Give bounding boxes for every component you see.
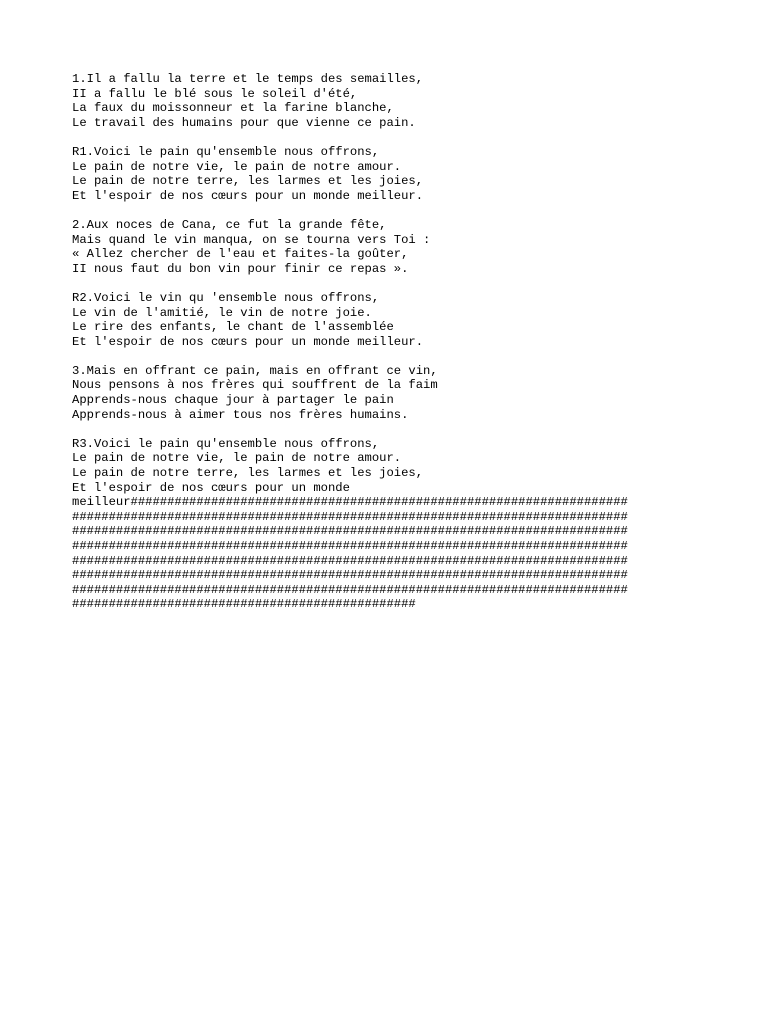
trailing-hash-line: ############################################################################ — [72, 539, 628, 553]
lyrics-text — [72, 72, 712, 612]
trailing-hash-line: meilleur#################################################################### — [72, 495, 628, 510]
text-line: 3.Mais en offrant ce pain, mais en offrant ce vin, — [72, 363, 438, 378]
trailing-hash-line: ############################################################################ — [72, 582, 628, 597]
text-line: Apprends-nous à aimer tous nos frères humains. — [72, 407, 409, 422]
text-line: Nous pensons à nos frères qui souffrent de la faim — [72, 378, 438, 393]
text-line: La faux du moissonneur et la farine blanche, — [72, 101, 394, 116]
text-line: R2.Voici le vin qu 'ensemble nous offrons, — [72, 290, 380, 305]
text-line: R3.Voici le pain qu'ensemble nous offrons, — [72, 436, 380, 451]
stanza-refrain-2 — [72, 291, 712, 349]
text-line: Le travail des humains pour que vienne ce pain. — [72, 115, 416, 130]
stanza-refrain-1 — [72, 145, 712, 203]
stanza-refrain-3 — [72, 437, 712, 612]
text-line: Et l'espoir de nos cœurs pour un monde — [72, 480, 350, 495]
trailing-hash-line: ############################################################################ — [72, 553, 628, 568]
text-line: Le pain de notre terre, les larmes et les joies, — [72, 174, 424, 189]
text-line: Et l'espoir de nos cœurs pour un monde meilleur. — [72, 334, 424, 349]
text-line: Le pain de notre terre, les larmes et les joies, — [72, 466, 424, 481]
text-line: II nous faut du bon vin pour finir ce repas ». — [72, 261, 409, 276]
text-line: II a fallu le blé sous le soleil d'été, — [72, 86, 358, 101]
text-line: Et l'espoir de nos cœurs pour un monde meilleur. — [72, 188, 424, 203]
text-line: Le pain de notre vie, le pain de notre amour. — [72, 451, 402, 466]
stanza-verse-2 — [72, 218, 712, 276]
stanza-verse-1 — [72, 72, 712, 130]
text-line: 2.Aux noces de Cana, ce fut la grande fête, — [72, 217, 387, 232]
text-line: R1.Voici le pain qu'ensemble nous offrons, — [72, 144, 380, 159]
text-line: Le pain de notre vie, le pain de notre amour. — [72, 159, 402, 174]
trailing-hash-line: ############################################### — [72, 597, 416, 612]
text-line: Apprends-nous chaque jour à partager le pain — [72, 393, 394, 408]
trailing-hash-line: ############################################################################ — [72, 524, 628, 539]
stanza-verse-3 — [72, 364, 712, 422]
text-line: « Allez chercher de l'eau et faites-la goûter, — [72, 247, 409, 262]
text-line: Le rire des enfants, le chant de l'assemblée — [72, 320, 394, 335]
text-line: Le vin de l'amitié, le vin de notre joie. — [72, 305, 372, 320]
trailing-hash-line: ############################################################################ — [72, 509, 628, 524]
text-line: 1.Il a fallu la terre et le temps des semailles, — [72, 72, 424, 86]
trailing-hash-line: ############################################################################ — [72, 568, 628, 583]
text-line: Mais quand le vin manqua, on se tourna vers Toi : — [72, 232, 431, 247]
